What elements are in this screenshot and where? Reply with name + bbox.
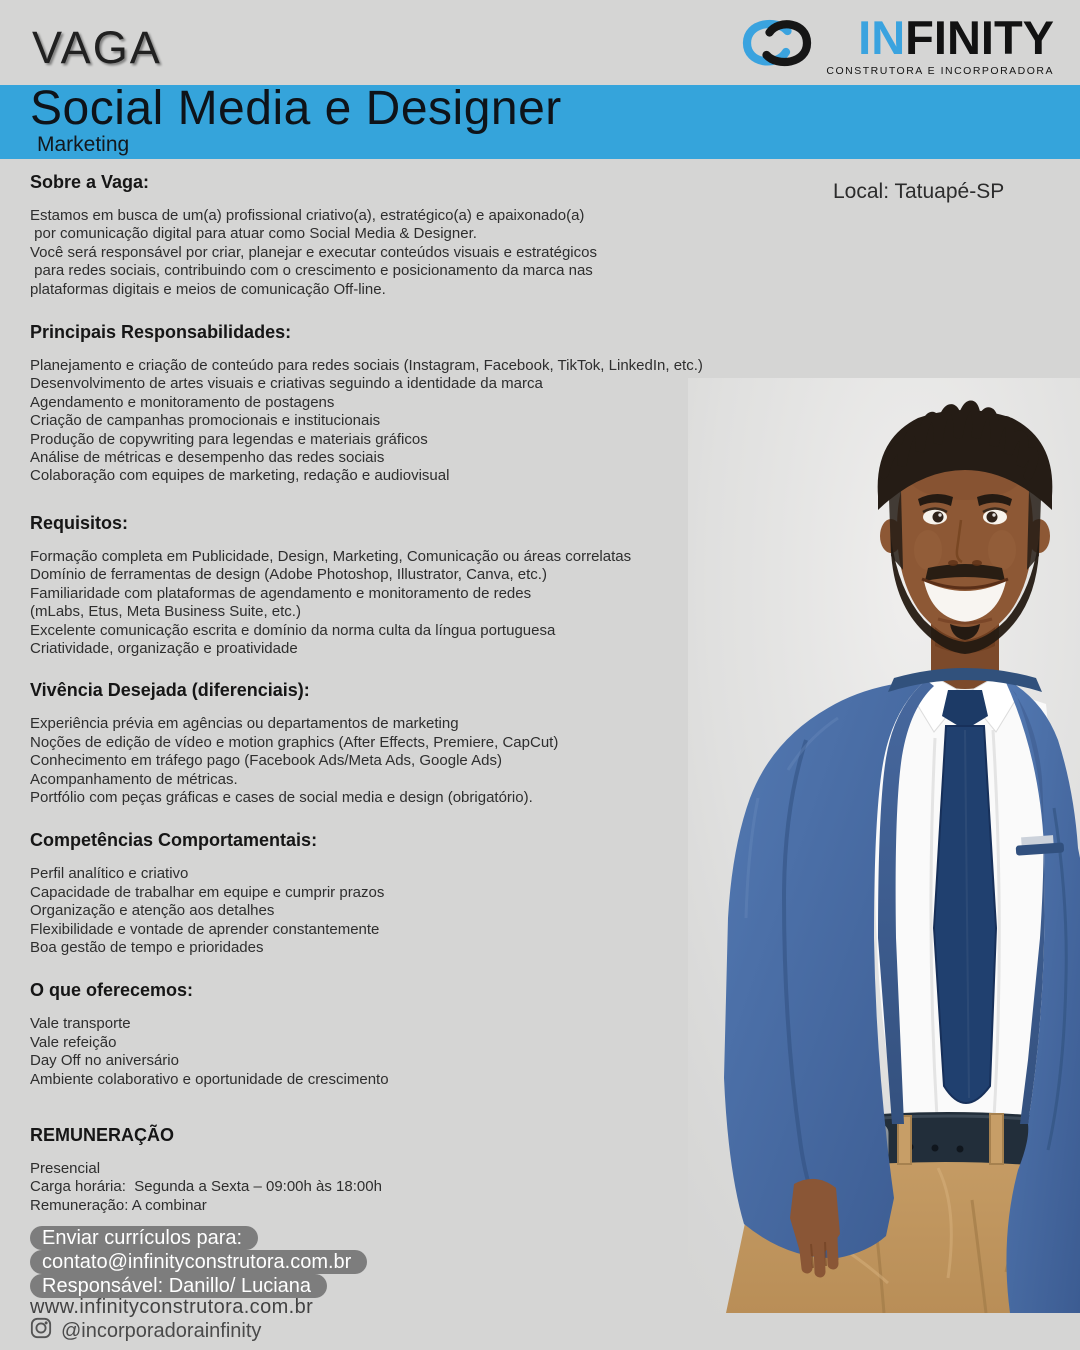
text-line: Criação de campanhas promocionais e institucionais <box>30 412 381 430</box>
section-heading: Principais Responsabilidades: <box>30 322 292 343</box>
section-lines <box>30 1015 800 1089</box>
website-link[interactable]: www.infinityconstrutora.com.br <box>30 1296 314 1318</box>
text-line: Desenvolvimento de artes visuais e criativas seguindo a identidade da marca <box>30 375 543 393</box>
job-description <box>30 170 800 1215</box>
section-lines <box>30 548 800 658</box>
text-line: para redes sociais, contribuindo com o crescimento e posicionamento da marca nas <box>30 262 593 280</box>
instagram-row[interactable] <box>30 1317 261 1345</box>
contact-pill: contato@infinityconstrutora.com.br <box>30 1250 367 1274</box>
text-line: Vale transporte <box>30 1015 131 1033</box>
brand-name-in: IN <box>858 11 906 64</box>
section-about <box>30 172 800 299</box>
section-remuneration <box>30 1125 800 1215</box>
company-logo <box>738 12 1054 79</box>
text-line: Domínio de ferramentas de design (Adobe Photoshop, Illustrator, Canva, etc.) <box>30 566 547 584</box>
text-line: Agendamento e monitoramento de postagens <box>30 393 335 411</box>
text-line: Vale refeição <box>30 1033 117 1051</box>
text-line: Conhecimento em tráfego pago (Facebook Ads/Meta Ads, Google Ads) <box>30 752 502 770</box>
text-line: Remuneração: A combinar <box>30 1196 207 1214</box>
text-line: Estamos em busca de um(a) profissional criativo(a), estratégico(a) e apaixonado(a) <box>30 207 585 224</box>
text-line: Boa gestão de tempo e prioridades <box>30 938 264 956</box>
text-line: Experiência prévia em agências ou departamentos de marketing <box>30 715 459 733</box>
section-lines <box>30 715 800 807</box>
text-line: Planejamento e criação de conteúdo para redes sociais (Instagram, Facebook, TikTok, LinkedIn, etc.) <box>30 357 703 375</box>
section-lines <box>30 207 800 299</box>
text-line: Produção de copywriting para legendas e materiais gráficos <box>30 430 428 448</box>
contact-pill: Responsável: Danillo/ Luciana <box>30 1274 327 1298</box>
text-line: Formação completa em Publicidade, Design, Marketing, Comunicação ou áreas correlatas <box>30 547 632 565</box>
text-line: Perfil analítico e criativo <box>30 865 189 883</box>
section-heading: O que oferecemos: <box>30 980 194 1001</box>
section-responsibilities <box>30 322 800 486</box>
job-department: Marketing <box>37 133 130 156</box>
instagram-handle: @incorporadorainfinity <box>61 1319 262 1342</box>
text-line: Ambiente colaborativo e oportunidade de crescimento <box>30 1070 389 1088</box>
instagram-icon <box>30 1317 52 1345</box>
text-line: Flexibilidade e vontade de aprender constantemente <box>30 920 380 938</box>
section-lines <box>30 1160 800 1215</box>
text-line: Presencial <box>30 1160 101 1177</box>
text-line: plataformas digitais e meios de comunicação Off-line. <box>30 280 386 298</box>
brand-name <box>858 12 1054 64</box>
text-line: Portfólio com peças gráficas e cases de social media e design (obrigatório). <box>30 788 533 806</box>
section-heading: REMUNERAÇÃO <box>30 1125 174 1145</box>
section-lines <box>30 865 800 957</box>
job-title: Social Media e Designer <box>30 82 562 135</box>
brand-text-block <box>826 12 1054 77</box>
send-cv-callout <box>30 1226 367 1298</box>
text-line: Carga horária: Segunda a Sexta – 09:00h às 18:00h <box>30 1178 382 1196</box>
job-location: Local: Tatuapé-SP <box>833 180 1005 203</box>
text-line: por comunicação digital para atuar como Social Media & Designer. <box>30 225 477 243</box>
text-line: Criatividade, organização e proatividade <box>30 639 298 657</box>
section-heading: Sobre a Vaga: <box>30 172 150 192</box>
text-line: Análise de métricas e desempenho das redes sociais <box>30 449 385 467</box>
infinity-logo-icon <box>738 12 816 79</box>
section-heading: Vivência Desejada (diferenciais): <box>30 680 310 701</box>
text-line: Acompanhamento de métricas. <box>30 770 238 788</box>
brand-tagline: CONSTRUTORA E INCORPORADORA <box>826 64 1054 77</box>
text-line: Familiaridade com plataformas de agendamento e monitoramento de redes <box>30 584 532 602</box>
section-experience <box>30 680 800 807</box>
text-line: Colaboração com equipes de marketing, redação e audiovisual <box>30 467 450 485</box>
text-line: Excelente comunicação escrita e domínio da norma culta da língua portuguesa <box>30 621 556 639</box>
job-title-banner <box>0 82 1080 159</box>
section-lines <box>30 357 800 486</box>
section-heading: Competências Comportamentais: <box>30 830 318 851</box>
text-line: Noções de edição de vídeo e motion graphics (After Effects, Premiere, CapCut) <box>30 733 559 751</box>
text-line: Capacidade de trabalhar em equipe e cumprir prazos <box>30 883 385 901</box>
section-behavioral <box>30 830 800 957</box>
section-benefits <box>30 980 800 1089</box>
text-line: Day Off no aniversário <box>30 1052 179 1070</box>
section-heading: Requisitos: <box>30 512 129 533</box>
page-title: VAGA <box>32 22 162 73</box>
section-requirements <box>30 513 800 658</box>
text-line: (mLabs, Etus, Meta Business Suite, etc.) <box>30 603 301 621</box>
brand-name-finity: FINITY <box>905 11 1054 64</box>
text-line: Organização e atenção aos detalhes <box>30 902 275 920</box>
contact-pill: Enviar currículos para: <box>30 1226 258 1250</box>
text-line: Você será responsável por criar, planejar e executar conteúdos visuais e estratégicos <box>30 243 597 261</box>
